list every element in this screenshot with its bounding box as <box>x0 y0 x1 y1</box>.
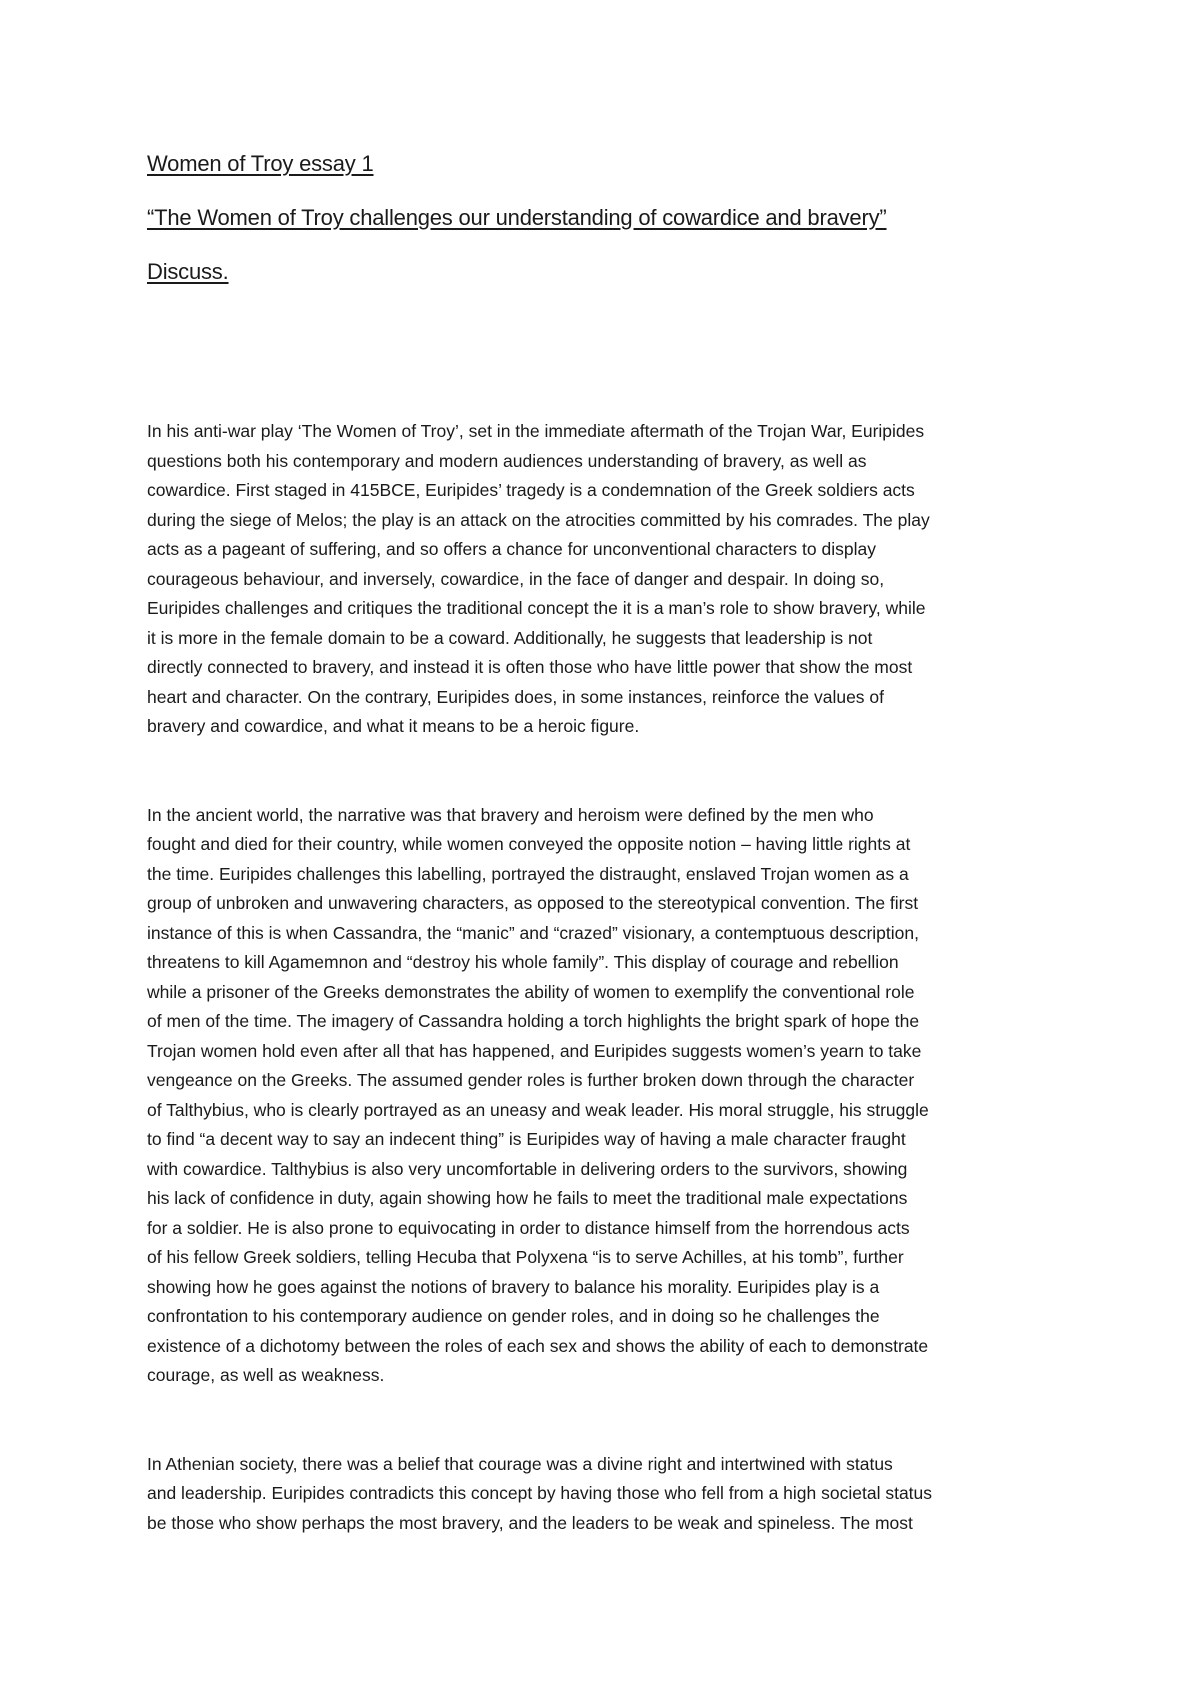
paragraph-line: be those who show perhaps the most bravery, and the leaders to be weak and spineless. The most <box>147 1512 913 1533</box>
paragraph-line: In his anti-war play ‘The Women of Troy’, set in the immediate aftermath of the Trojan War, Euripides <box>147 421 925 441</box>
paragraph-line: In Athenian society, there was a belief that courage was a divine right and intertwined with status <box>147 1453 893 1474</box>
paragraph-line: fought and died for their country, while women conveyed the opposite notion – having little rights at <box>147 834 911 854</box>
paragraph-line: with cowardice. Talthybius is also very uncomfortable in delivering orders to the survivors, showing <box>147 1158 908 1179</box>
paragraph-line: of Talthybius, who is clearly portrayed as an uneasy and weak leader. His moral struggle, his struggle <box>147 1099 929 1120</box>
paragraph-line: bravery and cowardice, and what it means to be a heroic figure. <box>147 716 640 736</box>
paragraph-gap <box>147 1391 1067 1450</box>
paragraph-line: Trojan women hold even after all that has happened, and Euripides suggests women’s yearn to take <box>147 1040 922 1061</box>
essay-instruction: Discuss. <box>147 259 229 284</box>
paragraph-line: cowardice. First staged in 415BCE, Euripides’ tragedy is a condemnation of the Greek soldiers acts <box>147 480 915 500</box>
paragraph-line: directly connected to bravery, and instead it is often those who have little power that show the most <box>147 657 913 677</box>
paragraph-line: heart and character. On the contrary, Euripides does, in some instances, reinforce the values of <box>147 686 885 707</box>
essay-title: Women of Troy essay 1 <box>147 151 374 176</box>
essay-question: “The Women of Troy challenges our understanding of cowardice and bravery” <box>147 205 887 230</box>
body-paragraph <box>147 417 1067 742</box>
paragraph-line: while a prisoner of the Greeks demonstrates the ability of women to exemplify the conventional role <box>147 981 915 1002</box>
paragraph-line: Euripides challenges and critiques the traditional concept the it is a man’s role to show bravery, while <box>147 598 926 618</box>
paragraph-line: instance of this is when Cassandra, the “manic” and “crazed” visionary, a contemptuous description, <box>147 922 919 943</box>
paragraph-line: during the siege of Melos; the play is an attack on the atrocities committed by his comrades. The play <box>147 509 930 530</box>
paragraph-line: and leadership. Euripides contradicts this concept by having those who fell from a high societal status <box>147 1483 933 1503</box>
paragraph-line: questions both his contemporary and modern audiences understanding of bravery, as well as <box>147 450 867 471</box>
paragraph-line: courageous behaviour, and inversely, cowardice, in the face of danger and despair. In doing so, <box>147 568 885 589</box>
paragraph-line: group of unbroken and unwavering characters, as opposed to the stereotypical convention. The first <box>147 893 919 913</box>
paragraph-line: acts as a pageant of suffering, and so offers a chance for unconventional characters to display <box>147 539 876 559</box>
paragraph-line: In the ancient world, the narrative was that bravery and heroism were defined by the men who <box>147 804 874 825</box>
paragraph-line: of men of the time. The imagery of Cassandra holding a torch highlights the bright spark of hope the <box>147 1011 920 1031</box>
document-body <box>147 148 1067 1538</box>
paragraph-line: for a soldier. He is also prone to equivocating in order to distance himself from the horrendous acts <box>147 1217 910 1238</box>
paragraph-line: threatens to kill Agamemnon and “destroy his whole family”. This display of courage and rebellion <box>147 952 899 972</box>
paragraph-line: it is more in the female domain to be a coward. Additionally, he suggests that leadership is not <box>147 627 873 648</box>
spacer <box>147 310 1067 417</box>
paragraph-line: courage, as well as weakness. <box>147 1365 385 1385</box>
body-paragraph <box>147 1450 1067 1539</box>
paragraph-line: confrontation to his contemporary audience on gender roles, and in doing so he challenges the <box>147 1306 880 1326</box>
paragraph-list <box>147 417 1067 1538</box>
paragraph-line: vengeance on the Greeks. The assumed gender roles is further broken down through the character <box>147 1070 915 1090</box>
paragraph-line: to find “a decent way to say an indecent thing” is Euripides way of having a male character fraught <box>147 1129 906 1149</box>
paragraph-gap <box>147 742 1067 801</box>
body-paragraph <box>147 801 1067 1391</box>
paragraph-line: showing how he goes against the notions of bravery to balance his morality. Euripides play is a <box>147 1276 880 1297</box>
paragraph-line: the time. Euripides challenges this labelling, portrayed the distraught, enslaved Trojan women as a <box>147 863 909 884</box>
paragraph-line: existence of a dichotomy between the roles of each sex and shows the ability of each to demonstrate <box>147 1335 929 1356</box>
paragraph-line: of his fellow Greek soldiers, telling Hecuba that Polyxena “is to serve Achilles, at his tomb”, further <box>147 1247 904 1267</box>
paragraph-line: his lack of confidence in duty, again showing how he fails to meet the traditional male expectations <box>147 1188 908 1208</box>
